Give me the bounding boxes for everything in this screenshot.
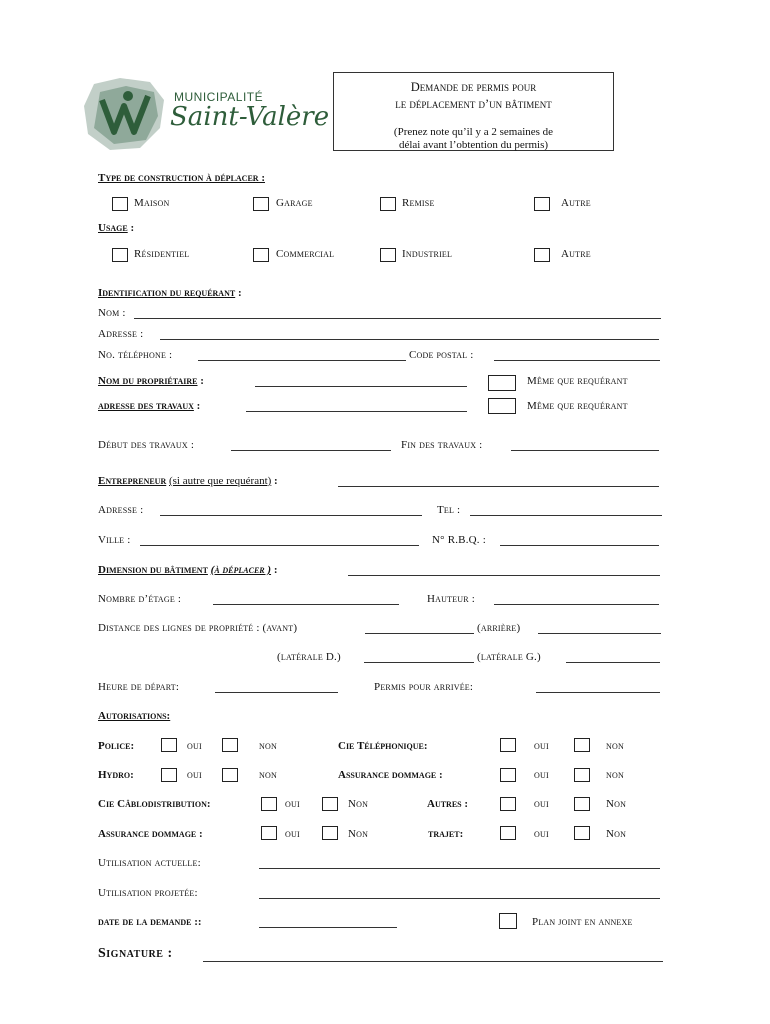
telephone-label: No. téléphone : xyxy=(98,349,173,361)
label-commercial: Commercial xyxy=(276,248,335,260)
logo-municipalite-text: MUNICIPALITÉ xyxy=(174,90,264,104)
utilisation-actuelle-input[interactable] xyxy=(259,868,660,869)
autres-oui-label: oui xyxy=(534,798,549,810)
entrepreneur-ville-label: Ville : xyxy=(98,534,131,546)
nombre-etage-label: Nombre d’étage : xyxy=(98,593,182,605)
checkbox-assurance-left-oui[interactable] xyxy=(261,826,277,840)
logo-name-text: Saint-Valère xyxy=(170,102,330,132)
municipality-logo xyxy=(80,70,330,155)
usage-heading: Usage : xyxy=(98,222,135,234)
hydro-oui-label: oui xyxy=(187,769,202,781)
type-construction-heading: Type de construction à déplacer : xyxy=(98,172,265,184)
entrepreneur-input[interactable] xyxy=(338,486,659,487)
signature-input[interactable] xyxy=(203,961,663,962)
telephonique-non-label: non xyxy=(606,740,624,752)
label-garage: Garage xyxy=(276,197,313,209)
telephonique-label: Cie Téléphonique: xyxy=(338,740,428,752)
assurance-right-oui-label: oui xyxy=(534,769,549,781)
entrepreneur-tel-input[interactable] xyxy=(470,515,662,516)
checkbox-autre-type[interactable] xyxy=(534,197,550,211)
utilisation-projetee-label: Utilisation projetée: xyxy=(98,887,198,899)
checkbox-industriel[interactable] xyxy=(380,248,396,262)
checkbox-trajet-non[interactable] xyxy=(574,826,590,840)
travaux-input[interactable] xyxy=(246,411,467,412)
fin-travaux-input[interactable] xyxy=(511,450,659,451)
checkbox-autres-oui[interactable] xyxy=(500,797,516,811)
label-autre-type: Autre xyxy=(561,197,591,209)
requerant-heading: Identification du requérant : xyxy=(98,287,242,299)
proprietaire-same-label: Même que requérant xyxy=(527,375,628,387)
label-remise: Remise xyxy=(402,197,435,209)
travaux-same-label: Même que requérant xyxy=(527,400,628,412)
laterale-g-input[interactable] xyxy=(566,662,660,663)
nombre-etage-input[interactable] xyxy=(213,604,399,605)
assurance-right-non-label: non xyxy=(606,769,624,781)
proprietaire-heading: Nom du propriétaire : xyxy=(98,375,204,387)
form-title-box xyxy=(333,72,614,151)
checkbox-commercial[interactable] xyxy=(253,248,269,262)
form-title-line1: Demande de permis pour xyxy=(410,80,537,94)
nom-input[interactable] xyxy=(134,318,661,319)
checkbox-plan-annexe[interactable] xyxy=(499,913,517,929)
trajet-label: trajet: xyxy=(428,828,464,840)
travaux-heading: adresse des travaux : xyxy=(98,400,201,412)
telephonique-oui-label: oui xyxy=(534,740,549,752)
checkbox-assurance-right-non[interactable] xyxy=(574,768,590,782)
distance-arriere-label: (arrière) xyxy=(477,622,521,634)
checkbox-residentiel[interactable] xyxy=(112,248,128,262)
label-industriel: Industriel xyxy=(402,248,453,260)
logo-emblem-icon xyxy=(80,70,170,152)
entrepreneur-heading: Entrepreneur (si autre que requérant) : xyxy=(98,475,278,487)
date-demande-input[interactable] xyxy=(259,927,397,928)
assurance-dommage-left-label: Assurance dommage : xyxy=(98,828,203,840)
signature-label: Signature : xyxy=(98,946,173,961)
entrepreneur-rbq-input[interactable] xyxy=(500,545,659,546)
label-maison: Maison xyxy=(134,197,170,209)
checkbox-garage[interactable] xyxy=(253,197,269,211)
nom-label: Nom : xyxy=(98,307,126,319)
checkbox-cablo-non[interactable] xyxy=(322,797,338,811)
checkbox-assurance-right-oui[interactable] xyxy=(500,768,516,782)
checkbox-assurance-left-non[interactable] xyxy=(322,826,338,840)
checkbox-hydro-oui[interactable] xyxy=(161,768,177,782)
form-title-note-2: délai avant l’obtention du permis) xyxy=(398,139,549,151)
entrepreneur-adresse-input[interactable] xyxy=(160,515,422,516)
date-demande-label: date de la demande :: xyxy=(98,916,202,928)
checkbox-cablo-oui[interactable] xyxy=(261,797,277,811)
hydro-label: Hydro: xyxy=(98,769,134,781)
debut-travaux-label: Début des travaux : xyxy=(98,439,195,451)
proprietaire-input[interactable] xyxy=(255,386,467,387)
assurance-left-oui-label: oui xyxy=(285,828,300,840)
telephone-input[interactable] xyxy=(198,360,406,361)
police-oui-label: oui xyxy=(187,740,202,752)
dimension-input[interactable] xyxy=(348,575,660,576)
autres-non-label: Non xyxy=(606,798,627,810)
entrepreneur-tel-label: Tel : xyxy=(437,504,461,516)
checkbox-maison[interactable] xyxy=(112,197,128,211)
checkbox-proprietaire-same[interactable] xyxy=(488,375,516,391)
laterale-d-label: (latérale D.) xyxy=(277,651,341,663)
assurance-left-non-label: Non xyxy=(348,828,369,840)
adresse-label: Adresse : xyxy=(98,328,144,340)
cablodistribution-label: Cie Câblodistribution: xyxy=(98,798,211,810)
form-title-note-1: (Prenez note qu’il y a 2 semaines de xyxy=(393,126,554,138)
checkbox-hydro-non[interactable] xyxy=(222,768,238,782)
dimension-heading: Dimension du bâtiment (à déplacer ) : xyxy=(98,564,278,576)
distance-avant-input[interactable] xyxy=(365,633,474,634)
checkbox-telephonique-non[interactable] xyxy=(574,738,590,752)
heure-depart-input[interactable] xyxy=(215,692,338,693)
utilisation-actuelle-label: Utilisation actuelle: xyxy=(98,857,201,869)
police-label: Police: xyxy=(98,740,135,752)
distance-arriere-input[interactable] xyxy=(538,633,661,634)
checkbox-remise[interactable] xyxy=(380,197,396,211)
autorisations-heading: Autorisations: xyxy=(98,710,171,722)
laterale-d-input[interactable] xyxy=(364,662,474,663)
label-autre-usage: Autre xyxy=(561,248,591,260)
checkbox-autre-usage[interactable] xyxy=(534,248,550,262)
checkbox-travaux-same[interactable] xyxy=(488,398,516,414)
cablo-non-label: Non xyxy=(348,798,369,810)
trajet-non-label: Non xyxy=(606,828,627,840)
adresse-input[interactable] xyxy=(160,339,659,340)
code-postal-label: Code postal : xyxy=(409,349,474,361)
permis-arrivee-input[interactable] xyxy=(536,692,660,693)
cablo-oui-label: oui xyxy=(285,798,300,810)
label-residentiel: Résidentiel xyxy=(134,248,190,260)
checkbox-police-non[interactable] xyxy=(222,738,238,752)
hydro-non-label: non xyxy=(259,769,277,781)
checkbox-police-oui[interactable] xyxy=(161,738,177,752)
autres-label: Autres : xyxy=(427,798,469,810)
laterale-g-label: (latérale G.) xyxy=(477,651,541,663)
permis-arrivee-label: Permis pour arrivée: xyxy=(374,681,474,693)
trajet-oui-label: oui xyxy=(534,828,549,840)
entrepreneur-rbq-label: N° R.B.Q. : xyxy=(432,534,486,546)
code-postal-input[interactable] xyxy=(494,360,660,361)
checkbox-telephonique-oui[interactable] xyxy=(500,738,516,752)
form-title-line2: le déplacement d’un bâtiment xyxy=(395,97,552,111)
distance-avant-label: Distance des lignes de propriété : (avant) xyxy=(98,622,298,634)
hauteur-label: Hauteur : xyxy=(427,593,475,605)
entrepreneur-adresse-label: Adresse : xyxy=(98,504,144,516)
plan-annexe-label: Plan joint en annexe xyxy=(532,916,633,928)
entrepreneur-ville-input[interactable] xyxy=(140,545,419,546)
debut-travaux-input[interactable] xyxy=(231,450,391,451)
assurance-dommage-right-label: Assurance dommage : xyxy=(338,769,443,781)
checkbox-trajet-oui[interactable] xyxy=(500,826,516,840)
fin-travaux-label: Fin des travaux : xyxy=(401,439,483,451)
police-non-label: non xyxy=(259,740,277,752)
utilisation-projetee-input[interactable] xyxy=(259,898,660,899)
checkbox-autres-non[interactable] xyxy=(574,797,590,811)
hauteur-input[interactable] xyxy=(494,604,659,605)
heure-depart-label: Heure de départ: xyxy=(98,681,180,693)
